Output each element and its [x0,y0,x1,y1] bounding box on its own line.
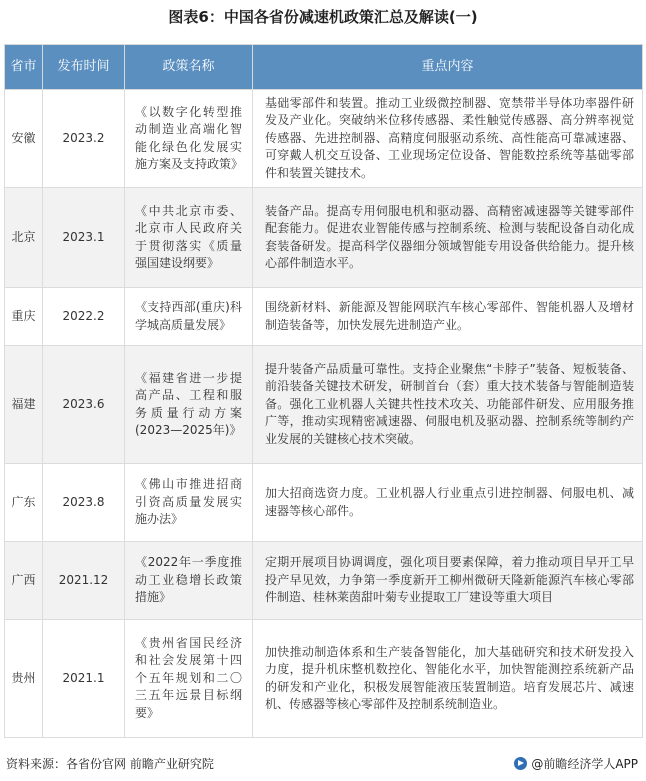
header-policy-name: 政策名称 [125,45,253,90]
header-date: 发布时间 [43,45,125,90]
brand-logo-icon [514,757,527,770]
content-cell: 定期开展项目协调调度，强化项目要素保障，着力推动项目早开工早投产早见效，力争第一季度新开工柳州微研天隆新能源汽车核心零部件制造、桂林莱茵甜叶菊专业提取工厂建设等重大项目 [253,542,643,620]
date-cell: 2023.2 [43,90,125,188]
date-cell: 2023.8 [43,464,125,542]
content-cell: 围绕新材料、新能源及智能网联汽车核心零部件、智能机器人及增材制造装备等，加快发展先进制造产业。 [253,288,643,346]
date-cell: 2023.1 [43,188,125,288]
policy-name-cell: 《福建省进一步提高产品、工程和服务质量行动方案(2023—2025年)》 [125,346,253,464]
date-cell: 2023.6 [43,346,125,464]
province-cell: 贵州 [5,620,43,738]
province-cell: 重庆 [5,288,43,346]
table-row [5,188,643,288]
source-note: 资料来源：各省份官网 前瞻产业研究院 [6,757,214,771]
table-row [5,90,643,188]
policy-name-cell: 《支持西部(重庆)科学城高质量发展》 [125,288,253,346]
policy-name-cell: 《贵州省国民经济和社会发展第十四个五年规划和二〇三五年远景目标纲要》 [125,620,253,738]
content-cell: 基础零部件和装置。推动工业级微控制器、宽禁带半导体功率器件研发及产业化。突破纳米位移传感器、柔性触觉传感器、高分辨率视觉传感器、先进控制器、高精度伺服驱动系统、高性能高可靠减速器、可穿戴人机交互设备、工业现场定位设备、智能数控系统等基础零部件和装置关键技术。 [253,90,643,188]
policy-table [4,44,643,738]
province-cell: 广西 [5,542,43,620]
chart-title: 图表6：中国各省份减速机政策汇总及解读(一) [168,8,478,26]
content-cell: 加快推动制造体系和生产装备智能化，加大基础研究和技术研发投入力度，提升机床整机数控化、智能化水平，加快智能测控系统新产品的研发和产业化，积极发展智能液压装置制造。培育发展芯片、减速机、传感器等核心零部件及控制系统制造业。 [253,620,643,738]
header-key-content: 重点内容 [253,45,643,90]
policy-name-cell: 《2022年一季度推动工业稳增长政策措施》 [125,542,253,620]
policy-name-cell: 《以数字化转型推动制造业高端化智能化绿色化发展实施方案及支持政策》 [125,90,253,188]
content-cell: 装备产品。提高专用伺服电机和驱动器、高精密减速器等关键零部件配套能力。促进农业智能传感与控制系统、检测与装配设备自动化成套装备研发。提高科学仪器细分领域智能专用设备供给能力。提升核心部件制造水平。 [253,188,643,288]
brand-credit-text: @前瞻经济学人APP [531,757,638,771]
table-header-row [5,45,643,90]
policy-name-cell: 《佛山市推进招商引资高质量发展实施办法》 [125,464,253,542]
content-cell: 加大招商选资力度。工业机器人行业重点引进控制器、伺服电机、减速器等核心部件。 [253,464,643,542]
brand-credit [514,755,638,772]
province-cell: 福建 [5,346,43,464]
province-cell: 安徽 [5,90,43,188]
province-cell: 北京 [5,188,43,288]
date-cell: 2022.2 [43,288,125,346]
header-province: 省市 [5,45,43,90]
date-cell: 2021.1 [43,620,125,738]
table-row [5,346,643,464]
date-cell: 2021.12 [43,542,125,620]
table-row [5,542,643,620]
province-cell: 广东 [5,464,43,542]
content-cell: 提升装备产品质量可靠性。支持企业聚焦“卡脖子”装备、短板装备、前沿装备关键技术研发，研制首台（套）重大技术装备与智能制造装备。强化工业机器人关键共性技术攻关、功能部件研发、应用服务推广等，推动实现精密减速器、伺服电机及驱动器、控制系统等制约产业发展的关键核心技术突破。 [253,346,643,464]
table-row [5,464,643,542]
table-row [5,288,643,346]
policy-name-cell: 《中共北京市委、北京市人民政府关于贯彻落实《质量强国建设纲要》 [125,188,253,288]
table-row [5,620,643,738]
